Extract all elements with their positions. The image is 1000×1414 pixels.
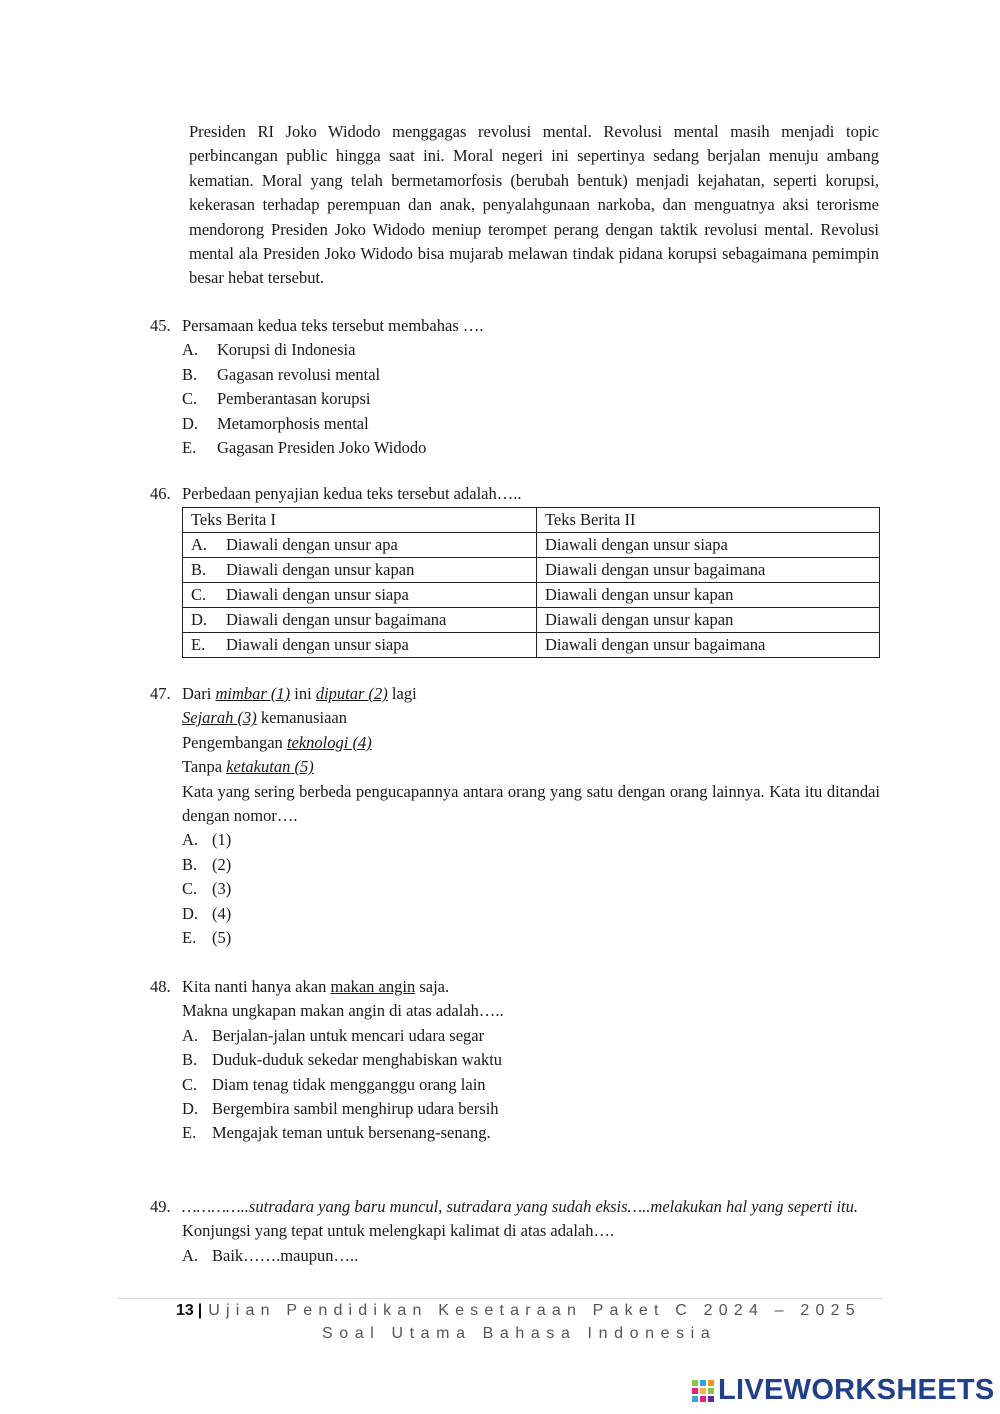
table-cell: Diawali dengan unsur bagaimana <box>537 558 880 583</box>
question-49 <box>150 1195 880 1268</box>
option-b[interactable]: B. Duduk-duduk sekedar menghabiskan waktu <box>182 1050 503 1070</box>
page-number: 13 <box>176 1302 194 1319</box>
option-b[interactable]: B. Gagasan revolusi mental <box>182 364 381 384</box>
liveworksheets-brand[interactable] <box>692 1374 995 1407</box>
table-header-cell: Teks Berita II <box>537 508 880 533</box>
option-b[interactable]: B. (2) <box>182 854 232 874</box>
table-cell: B. Diawali dengan unsur kapan <box>183 558 537 583</box>
example-sentence: Kita nanti hanya akan makan angin saja. <box>182 977 450 996</box>
brand-name: LIVEWORKSHEETS <box>718 1374 995 1406</box>
table-cell: C. Diawali dengan unsur siapa <box>183 583 537 608</box>
marked-word-3: Sejarah (3) <box>182 708 257 728</box>
option-a[interactable]: A. Berjalan-jalan untuk mencari udara segar <box>182 1025 485 1045</box>
footer-subtitle: Soal Utama Bahasa Indonesia <box>322 1325 717 1342</box>
table-cell: Diawali dengan unsur siapa <box>537 533 880 558</box>
option-d[interactable]: D. Metamorphosis mental <box>182 413 369 433</box>
option-a[interactable]: A. (1) <box>182 830 232 850</box>
question-number: 47. <box>150 684 171 703</box>
table-row-option-c[interactable] <box>183 583 880 608</box>
options-list <box>182 338 880 460</box>
question-48 <box>150 975 880 1146</box>
marked-word-1: mimbar (1) <box>215 684 291 703</box>
table-row-option-b[interactable] <box>183 558 880 583</box>
option-c[interactable]: C. (3) <box>182 879 232 899</box>
marked-word-2: diputar (2) <box>315 684 388 703</box>
question-text: Persamaan kedua teks tersebut membahas …. <box>182 316 484 335</box>
question-47 <box>150 682 880 950</box>
option-e[interactable]: E. Mengajak teman untuk bersenang-senang. <box>182 1123 491 1143</box>
question-45 <box>150 314 880 460</box>
comparison-table <box>182 507 880 658</box>
footer-divider <box>118 1298 883 1299</box>
table-header-cell: Teks Berita I <box>183 508 537 533</box>
table-row-option-d[interactable] <box>183 608 880 633</box>
news-passage: Presiden RI Joko Widodo menggagas revolusi mental. Revolusi mental masih menjadi topic perbincangan public hingga saat ini. Moral negeri ini sepertinya sedang berjalan menuju ambang kematian. Moral yang telah bermetamorfosis (berubah bentuk) menjadi kejahatan, seperti korupsi, kekerasan terhadap perempuan dan anak, penyalahgunaan narkoba, dan menguatnya aksi terorisme mendorong Presiden Joko Widodo meniup terompet perang dengan taktik revolusi mental. Revolusi mental ala Presiden Joko Widodo bisa mujarab melawan tindak pidana korupsi sebagaimana pemimpin besar hebat tersebut. <box>189 122 879 288</box>
option-c[interactable]: C. Diam tenag tidak mengganggu orang lain <box>182 1074 486 1094</box>
table-cell: E. Diawali dengan unsur siapa <box>183 633 537 658</box>
poem-line-2: Sejarah (3) kemanusiaan <box>182 708 347 728</box>
option-d[interactable]: D. Bergembira sambil menghirup udara bersih <box>182 1099 499 1119</box>
question-number: 49. <box>150 1197 171 1216</box>
table-cell: A. Diawali dengan unsur apa <box>183 533 537 558</box>
table-row-option-e[interactable] <box>183 633 880 658</box>
option-d[interactable]: D. (4) <box>182 903 232 923</box>
question-text: Konjungsi yang tepat untuk melengkapi kalimat di atas adalah…. <box>182 1221 615 1241</box>
question-text: Makna ungkapan makan angin di atas adalah….. <box>182 1001 504 1021</box>
question-text: Kata yang sering berbeda pengucapannya antara orang yang satu dengan orang lainnya. Kata itu ditandai dengan nomor…. <box>182 781 880 826</box>
option-e[interactable]: E. Gagasan Presiden Joko Widodo <box>182 438 427 458</box>
footer-line-1: 13 | Ujian Pendidikan Kesetaraan Paket C 2024 – 2025 <box>176 1302 861 1319</box>
underlined-phrase: makan angin <box>330 977 416 996</box>
liveworksheets-logo-icon <box>692 1380 714 1402</box>
options-list <box>182 1244 880 1268</box>
question-number: 48. <box>150 977 171 996</box>
marked-word-5: ketakutan (5) <box>226 757 314 777</box>
poem-line-4: Tanpa ketakutan (5) <box>182 757 314 777</box>
table-cell: Diawali dengan unsur kapan <box>537 583 880 608</box>
options-list <box>182 1024 880 1146</box>
exam-title: Ujian Pendidikan Kesetaraan Paket C 2024 – 2025 <box>208 1302 861 1319</box>
option-c[interactable]: C. Pemberantasan korupsi <box>182 389 371 409</box>
example-sentence: …………..sutradara yang baru muncul, sutradara yang sudah eksis…..melakukan hal yang seperti itu. <box>182 1197 859 1216</box>
options-list <box>182 828 880 950</box>
table-row-option-a[interactable] <box>183 533 880 558</box>
table-cell: Diawali dengan unsur kapan <box>537 608 880 633</box>
table-header-row <box>183 508 880 533</box>
option-e[interactable]: E. (5) <box>182 928 232 948</box>
marked-word-4: teknologi (4) <box>286 732 372 752</box>
question-text: Perbedaan penyajian kedua teks tersebut adalah….. <box>182 484 522 503</box>
option-a[interactable]: A. Baik…….maupun….. <box>182 1245 359 1265</box>
poem-line-1: Dari mimbar (1) ini diputar (2) lagi <box>182 684 417 703</box>
poem-line-3: Pengembangan teknologi (4) <box>182 732 372 752</box>
question-46 <box>150 482 880 658</box>
table-cell: D. Diawali dengan unsur bagaimana <box>183 608 537 633</box>
question-number: 46. <box>150 484 171 503</box>
table-cell: Diawali dengan unsur bagaimana <box>537 633 880 658</box>
option-a[interactable]: A. Korupsi di Indonesia <box>182 340 356 360</box>
question-number: 45. <box>150 316 171 335</box>
